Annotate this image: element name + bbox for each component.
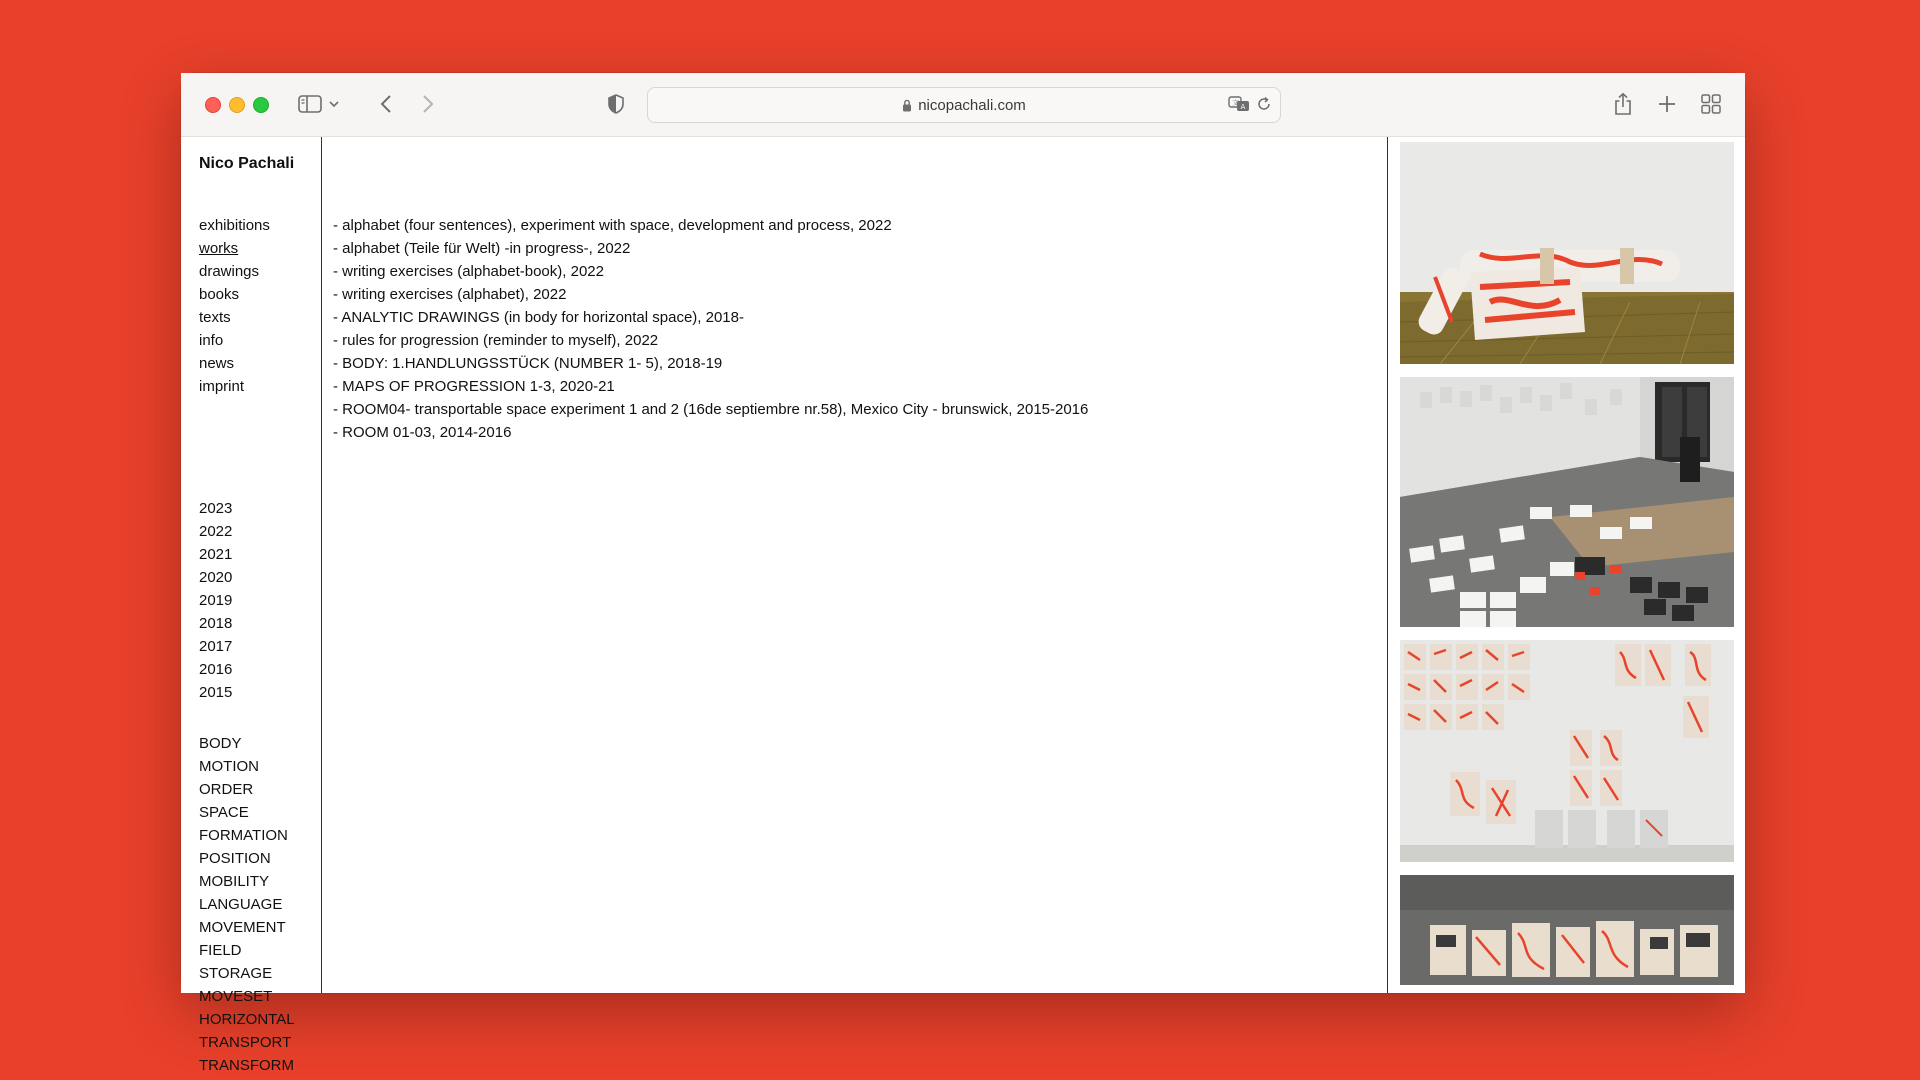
image-column xyxy=(1387,137,1745,993)
year-link[interactable]: 2015 xyxy=(199,684,233,701)
tag-link[interactable]: FORMATION xyxy=(199,827,288,844)
work-link[interactable]: - rules for progression (reminder to myself), 2022 xyxy=(333,332,659,349)
nav-exhibitions[interactable]: exhibitions xyxy=(199,217,270,234)
nav-drawings[interactable]: drawings xyxy=(199,263,260,280)
work-link[interactable]: - ROOM04- transportable space experiment 1 and 2 (16de septiembre nr.58), Mexico City - brunswick, 2015-2016 xyxy=(333,401,1089,418)
tag-link[interactable]: TRANSPORT xyxy=(199,1034,292,1051)
artwork-photo-wall-drawings[interactable] xyxy=(1400,640,1734,862)
tag-link[interactable]: BODY xyxy=(199,735,242,752)
forward-arrow-icon[interactable] xyxy=(417,91,439,117)
work-link[interactable]: - MAPS OF PROGRESSION 1-3, 2020-21 xyxy=(333,378,615,395)
maximize-window-button[interactable] xyxy=(253,97,269,113)
site-sidebar xyxy=(181,137,322,1074)
nav-info[interactable]: info xyxy=(199,332,224,349)
share-icon[interactable] xyxy=(1611,91,1635,117)
work-link[interactable]: - ANALYTIC DRAWINGS (in body for horizontal space), 2018- xyxy=(333,309,744,326)
artwork-photo-installation-room[interactable] xyxy=(1400,377,1734,627)
work-link[interactable]: - writing exercises (alphabet), 2022 xyxy=(333,286,567,303)
artwork-photo-floor-papers[interactable] xyxy=(1400,875,1734,985)
year-link[interactable]: 2017 xyxy=(199,638,233,655)
lock-icon xyxy=(902,99,912,112)
sidebar-icon[interactable] xyxy=(297,91,323,117)
main-nav xyxy=(199,214,270,398)
nav-imprint[interactable]: imprint xyxy=(199,378,245,395)
tag-link[interactable]: MOVESET xyxy=(199,988,273,1005)
works-list xyxy=(333,214,1088,444)
close-window-button[interactable] xyxy=(205,97,221,113)
tag-link[interactable]: MOTION xyxy=(199,758,259,775)
svg-text:文: 文 xyxy=(1232,99,1239,107)
nav-books[interactable]: books xyxy=(199,286,240,303)
artwork-photo-rolled-paper[interactable] xyxy=(1400,142,1734,364)
address-bar[interactable] xyxy=(647,87,1281,123)
nav-works[interactable]: works xyxy=(199,240,239,257)
work-link[interactable]: - alphabet (four sentences), experiment with space, development and process, 2022 xyxy=(333,217,892,234)
tag-link[interactable]: FIELD xyxy=(199,942,242,959)
translate-icon[interactable] xyxy=(1228,96,1250,117)
year-link[interactable]: 2023 xyxy=(199,500,233,517)
minimize-window-button[interactable] xyxy=(229,97,245,113)
year-link[interactable]: 2018 xyxy=(199,615,233,632)
nav-news[interactable]: news xyxy=(199,355,235,372)
tag-nav xyxy=(199,732,295,1077)
plus-icon[interactable] xyxy=(1655,91,1679,117)
year-link[interactable]: 2020 xyxy=(199,569,233,586)
browser-window xyxy=(181,73,1745,1074)
year-link[interactable]: 2019 xyxy=(199,592,233,609)
tag-link[interactable]: LANGUAGE xyxy=(199,896,283,913)
tag-link[interactable]: ORDER xyxy=(199,781,254,798)
site-title[interactable]: Nico Pachali xyxy=(199,155,295,172)
work-link[interactable]: - BODY: 1.HANDLUNGSSTÜCK (NUMBER 1- 5), 2018-19 xyxy=(333,355,723,372)
tag-link[interactable]: MOVEMENT xyxy=(199,919,286,936)
tag-link[interactable]: MOBILITY xyxy=(199,873,270,890)
tag-link[interactable]: POSITION xyxy=(199,850,271,867)
chevron-down-icon[interactable] xyxy=(327,91,341,117)
year-link[interactable]: 2021 xyxy=(199,546,233,563)
tag-link[interactable]: STORAGE xyxy=(199,965,273,982)
svg-text:A: A xyxy=(1240,103,1246,111)
year-link[interactable]: 2022 xyxy=(199,523,233,540)
work-link[interactable]: - writing exercises (alphabet-book), 2022 xyxy=(333,263,604,280)
year-nav xyxy=(199,497,232,704)
work-link[interactable]: - ROOM 01-03, 2014-2016 xyxy=(333,424,512,441)
work-link[interactable]: - alphabet (Teile für Welt) -in progress-, 2022 xyxy=(333,240,631,257)
back-arrow-icon[interactable] xyxy=(375,91,397,117)
tag-link[interactable]: TRANSFORM xyxy=(199,1057,294,1074)
url-text: nicopachali.com xyxy=(918,96,1026,114)
tag-link[interactable]: SPACE xyxy=(199,804,249,821)
year-link[interactable]: 2016 xyxy=(199,661,233,678)
tab-overview-icon[interactable] xyxy=(1699,91,1723,117)
web-page xyxy=(181,137,1745,1074)
reload-icon[interactable] xyxy=(1256,96,1272,117)
browser-toolbar xyxy=(181,73,1745,137)
nav-texts[interactable]: texts xyxy=(199,309,231,326)
shield-icon[interactable] xyxy=(605,91,627,117)
tag-link[interactable]: HORIZONTAL xyxy=(199,1011,295,1028)
